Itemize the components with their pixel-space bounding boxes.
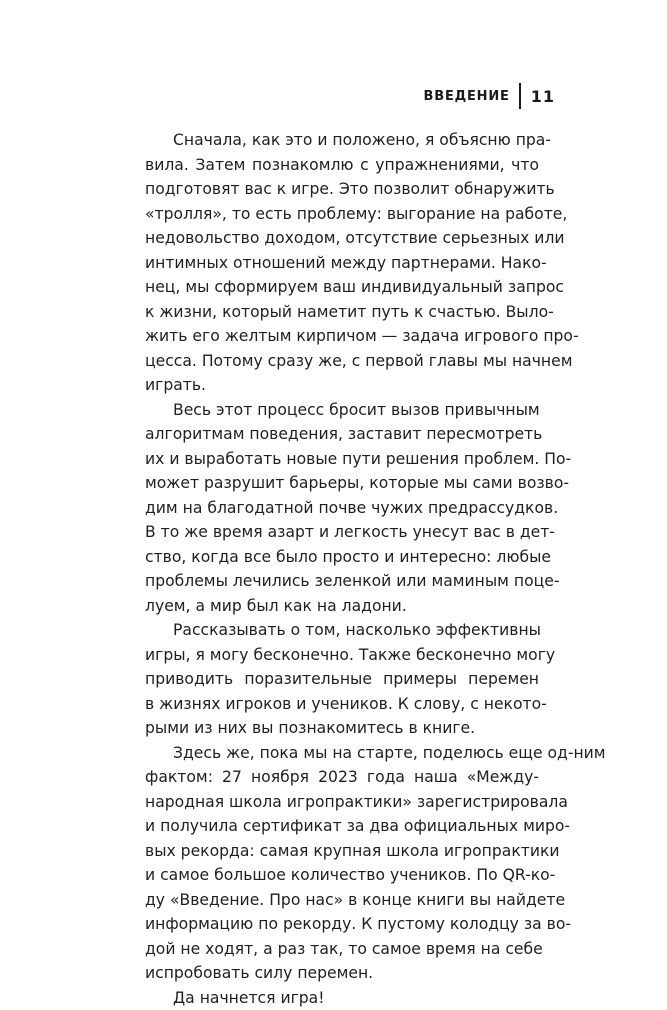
paragraph (145, 398, 539, 619)
paragraph (145, 741, 539, 986)
text-line: «тролля», то есть проблему: выгорание на работе, (145, 202, 539, 227)
text-line: дой не ходят, а раз так, то самое время на себе (145, 937, 539, 962)
text-line: алгоритмам поведения, заставит пересмотреть (145, 422, 539, 447)
text-line: может разрушит барьеры, которые мы сами возво- (145, 471, 539, 496)
text-line: В то же время азарт и легкость унесут вас в дет- (145, 520, 539, 545)
text-line: жить его желтым кирпичом — задача игрового про- (145, 324, 539, 349)
text-line: цесса. Потому сразу же, с первой главы мы начнем (145, 349, 539, 374)
text-line: интимных отношений между партнерами. Нако- (145, 251, 539, 276)
text-line: фактом: 27 ноября 2023 года наша «Между- (145, 765, 539, 790)
text-line: луем, а мир был как на ладони. (145, 594, 539, 619)
text-line: Да начнется игра! (145, 986, 539, 1010)
text-line: недовольство доходом, отсутствие серьезных или (145, 226, 539, 251)
header-divider (519, 83, 521, 109)
text-line: ду «Введение. Про нас» в конце книги вы найдете (145, 888, 539, 913)
text-line: дим на благодатной почве чужих предрассудков. (145, 496, 539, 521)
text-line: игры, я могу бесконечно. Также бесконечно могу (145, 643, 539, 668)
section-title: ВВЕДЕНИЕ (424, 89, 510, 104)
text-line: в жизнях игроков и учеников. К слову, с некото- (145, 692, 539, 717)
text-line: Здесь же, пока мы на старте, поделюсь еще од-ним (145, 741, 539, 766)
text-line: Сначала, как это и положено, я объясню пра- (145, 128, 539, 153)
body-text (145, 128, 539, 1010)
running-head (424, 84, 555, 108)
text-line: проблемы лечились зеленкой или маминым поце- (145, 569, 539, 594)
text-line: вых рекорда: самая крупная школа игропрактики (145, 839, 539, 864)
text-line: Рассказывать о том, насколько эффективны (145, 618, 539, 643)
paragraph (145, 618, 539, 741)
text-line: народная школа игропрактики» зарегистрировала (145, 790, 539, 815)
text-line: ство, когда все было просто и интересно: любые (145, 545, 539, 570)
paragraph (145, 986, 539, 1010)
text-line: играть. (145, 373, 539, 398)
text-line: Весь этот процесс бросит вызов привычным (145, 398, 539, 423)
page-number: 11 (531, 87, 555, 106)
text-line: подготовят вас к игре. Это позволит обнаружить (145, 177, 539, 202)
text-line: испробовать силу перемен. (145, 961, 539, 986)
text-line: вила. Затем познакомлю с упражнениями, что (145, 153, 539, 178)
text-line: к жизни, который наметит путь к счастью. Выло- (145, 300, 539, 325)
text-line: их и выработать новые пути решения проблем. По- (145, 447, 539, 472)
text-line: и получила сертификат за два официальных миро- (145, 814, 539, 839)
text-line: рыми из них вы познакомитесь в книге. (145, 716, 539, 741)
paragraph (145, 128, 539, 398)
text-line: приводить поразительные примеры перемен (145, 667, 539, 692)
text-line: и самое большое количество учеников. По QR-ко- (145, 863, 539, 888)
text-line: нец, мы сформируем ваш индивидуальный запрос (145, 275, 539, 300)
text-line: информацию по рекорду. К пустому колодцу за во- (145, 912, 539, 937)
